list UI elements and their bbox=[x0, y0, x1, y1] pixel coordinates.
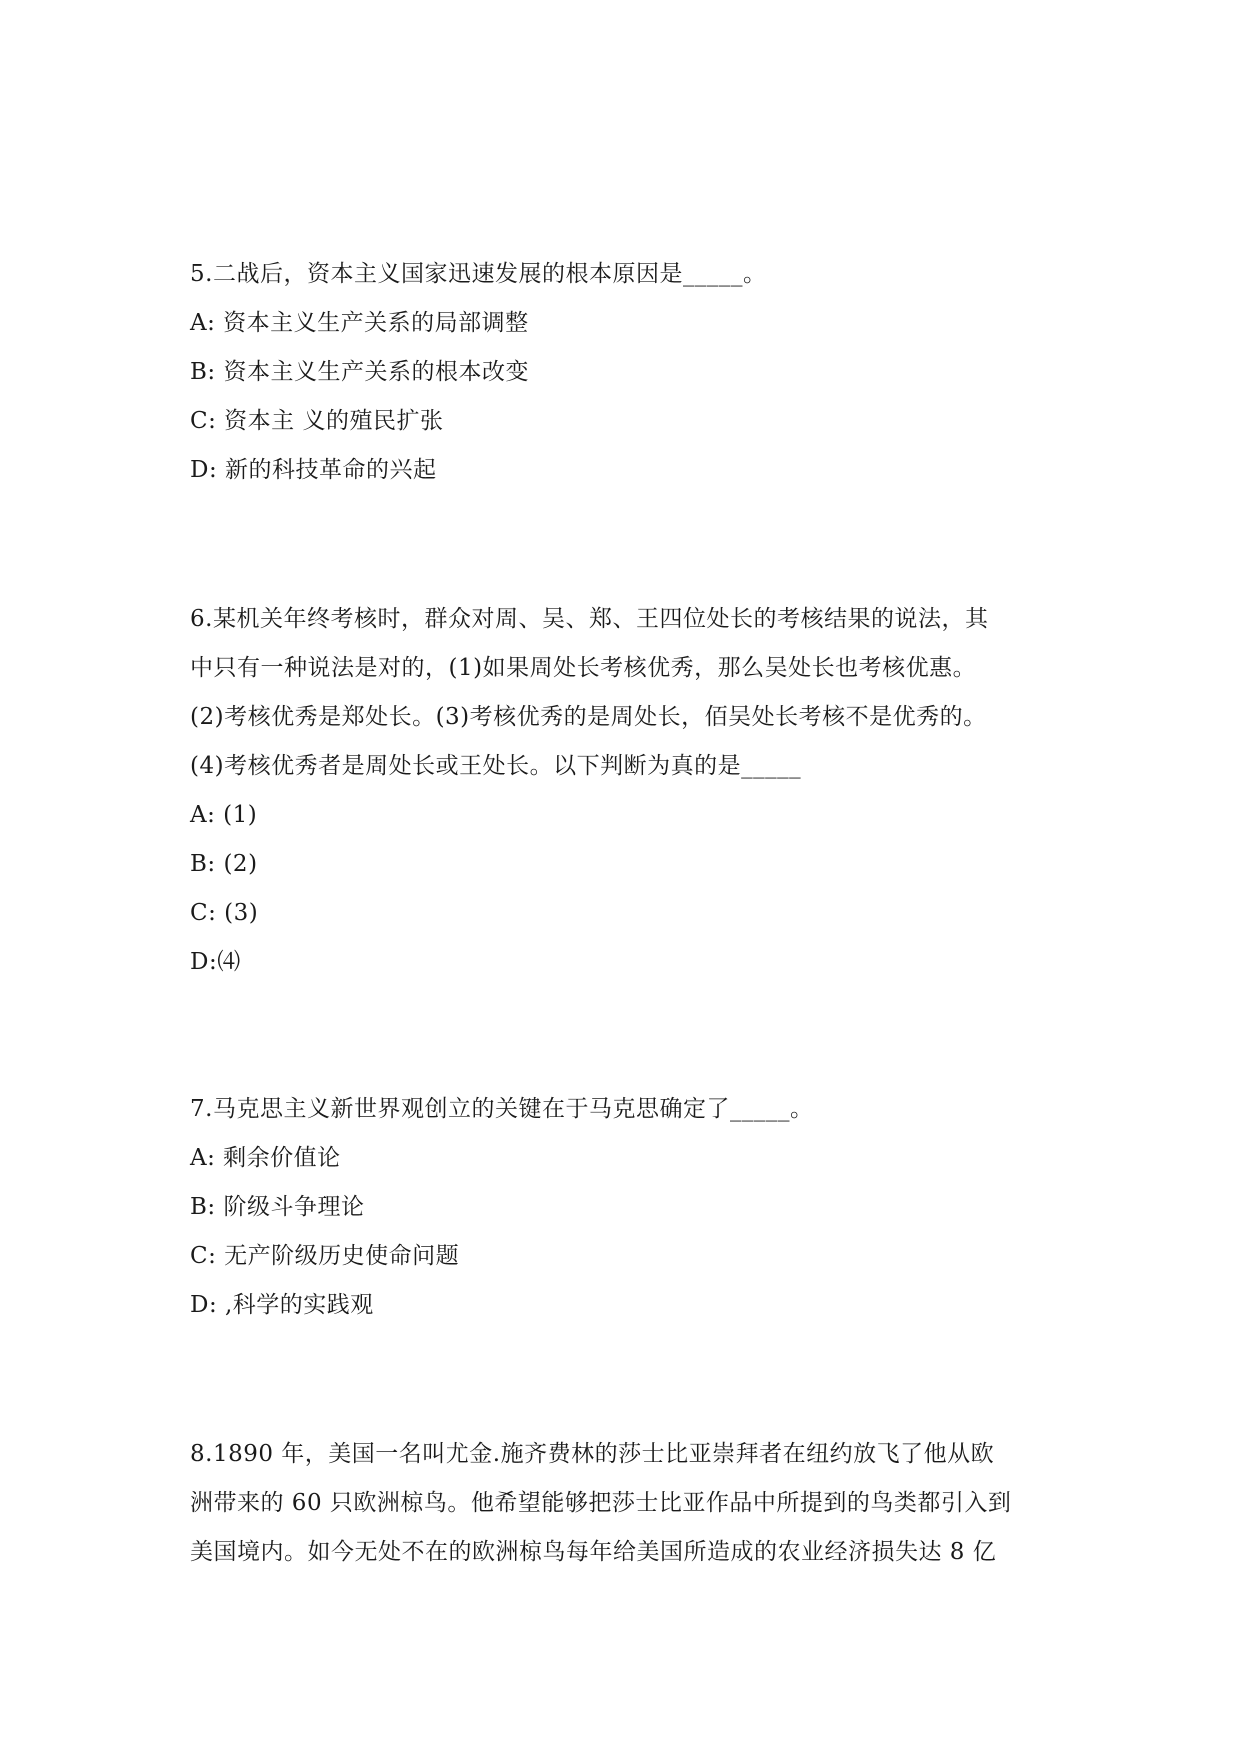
question-stem: (2)考核优秀是郑处长。(3)考核优秀的是周处长，佰吴处长考核不是优秀的。 bbox=[190, 704, 987, 730]
question-7 bbox=[190, 1085, 1060, 1330]
option-c: C: (3) bbox=[190, 900, 259, 926]
question-6 bbox=[190, 595, 1060, 987]
question-stem: 洲带来的 60 只欧洲椋鸟。他希望能够把莎士比亚作品中所提到的鸟类都引入到 bbox=[190, 1490, 1012, 1516]
question-stem: 7.马克思主义新世界观创立的关键在于马克思确定了_____。 bbox=[190, 1096, 814, 1122]
option-d: D: 新的科技革命的兴起 bbox=[190, 457, 437, 483]
question-stem: 中只有一种说法是对的，(1)如果周处长考核优秀，那么吴处长也考核优惠。 bbox=[190, 655, 977, 681]
option-a: A: 资本主义生产关系的局部调整 bbox=[190, 310, 529, 336]
option-d: D:⑷ bbox=[190, 949, 241, 975]
option-b: B: 资本主义生产关系的根本改变 bbox=[190, 359, 529, 385]
option-b: B: 阶级斗争理论 bbox=[190, 1194, 365, 1220]
question-5 bbox=[190, 250, 1060, 495]
question-stem: 5.二战后，资本主义国家迅速发展的根本原因是_____。 bbox=[190, 261, 767, 287]
question-8 bbox=[190, 1430, 1060, 1577]
option-c: C: 无产阶级历史使命问题 bbox=[190, 1243, 460, 1269]
question-stem: 6.某机关年终考核时，群众对周、吴、郑、王四位处长的考核结果的说法，其 bbox=[190, 606, 989, 632]
question-stem: 美国境内。如今无处不在的欧洲椋鸟每年给美国所造成的农业经济损失达 8 亿 bbox=[190, 1539, 997, 1565]
option-b: B: (2) bbox=[190, 851, 258, 877]
option-d: D: ,科学的实践观 bbox=[190, 1292, 374, 1318]
question-stem: 8.1890 年，美国一名叫尤金.施齐费林的莎士比亚崇拜者在纽约放飞了他从欧 bbox=[190, 1441, 995, 1467]
option-c: C: 资本主 义的殖民扩张 bbox=[190, 408, 444, 434]
option-a: A: 剩余价值论 bbox=[190, 1145, 341, 1171]
option-a: A: (1) bbox=[190, 802, 258, 828]
question-stem: (4)考核优秀者是周处长或王处长。以下判断为真的是_____ bbox=[190, 753, 802, 779]
